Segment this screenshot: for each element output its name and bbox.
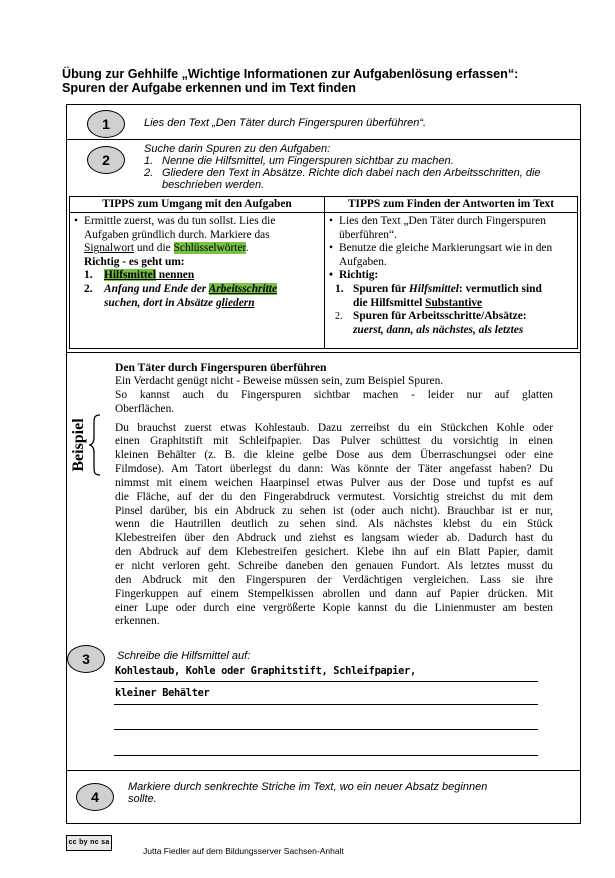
divider	[66, 352, 581, 353]
tips-left-richtig: Richtig - es geht um:	[84, 255, 185, 268]
text-fragment: Hilfsmittel	[408, 282, 459, 295]
text-fragment: .	[245, 242, 249, 255]
step1-instruction: Lies den Text „Den Täter durch Fingerspuren überführen“.	[144, 117, 427, 129]
example-body-line: nimmst mit einem weichen Haarpinsel etwas Pulver aus der Dose und tupfst es auf	[115, 476, 553, 489]
step3-number-badge: 3	[67, 645, 105, 673]
step2-item1-num: 1.	[144, 155, 154, 167]
arbeitsschritte-highlight: Arbeitsschritte	[208, 282, 278, 295]
example-body-line: kleinen Behälter (z. B. die kleine gelbe Dose aus dem Überraschungsei oder eine	[115, 449, 553, 462]
text-fragment: suchen, dort in Absätze	[104, 296, 216, 309]
step3-answer-line1: Kohlestaub, Kohle oder Graphitstift, Schleifpapier,	[115, 665, 416, 677]
cc-license-badge: cc by nc sa	[66, 835, 112, 851]
tips-right-richtig-label: Richtig:	[339, 269, 379, 282]
text-fragment: Anfang und Ende der	[104, 282, 209, 295]
tips-left-bullet	[74, 215, 322, 256]
step1-number-badge: 1	[87, 110, 125, 138]
step2-item2-cont: beschrieben werden.	[162, 179, 265, 191]
example-body-line: wenn die Hautrillen deutlich zu sehen sind. Als nächstes klebst du ein Stück	[115, 518, 553, 531]
tips-right-item2	[329, 310, 575, 337]
bullet-icon: •	[74, 215, 78, 227]
tips-right-line: Aufgaben.	[339, 255, 387, 268]
page-title	[62, 67, 582, 95]
tips-right-line: überführen“.	[339, 228, 397, 241]
example-text	[115, 361, 553, 629]
divider	[66, 139, 581, 140]
example-body-line: Pinsel darüber, bis ein Abdruck zu sehen ist (oder auch nicht). Brauchbar ist er nur,	[115, 504, 553, 517]
beispiel-side-label	[68, 416, 90, 472]
divider	[66, 770, 581, 771]
tips-right-richtig	[329, 269, 575, 283]
tips-table	[69, 196, 578, 349]
tips-left-item2	[74, 283, 322, 310]
tips-left-line: Ermittle zuerst, was du tun sollst. Lies die	[84, 215, 276, 227]
bullet-icon: •	[329, 215, 333, 227]
substantive-text: Substantive	[425, 296, 483, 309]
step2-intro: Suche darin Spuren zu den Aufgaben:	[144, 143, 331, 155]
tips-left-line: Aufgaben gründlich durch. Markiere das	[84, 228, 270, 241]
example-body-line: einen Graphitstift mit Schleifpapier. Das Pulver schüttest du vorsichtig in einen	[115, 435, 553, 448]
text-fragment: zuerst, dann, als nächstes, als letztes	[353, 323, 524, 336]
step2-number-badge: 2	[87, 146, 125, 174]
tips-right-cell	[329, 215, 575, 337]
example-body-line: erkennen.	[115, 615, 160, 628]
step2-instruction	[144, 143, 574, 191]
step2-item1	[144, 155, 574, 167]
item-num: 1.	[84, 269, 93, 282]
example-body-line: den Abdruck auf dem Klebestreifen gesichert. Klebe ihn auf ein Blatt Papier, damit	[115, 546, 553, 559]
bullet-icon: •	[329, 242, 333, 255]
step4-instruction	[128, 781, 487, 805]
gliedern-text: gliedern	[215, 296, 255, 309]
tips-right-item1	[329, 283, 575, 310]
tips-right-line: Benutze die gleiche Markierungsart wie in den	[339, 242, 553, 255]
example-para1-line: So kannst auch du Fingerspuren sichtbar machen - leider nur auf glatten	[115, 388, 553, 401]
step4-line: Markiere durch senkrechte Striche im Text, wo ein neuer Absatz beginnen	[128, 781, 488, 793]
tips-left-line	[84, 242, 275, 256]
tips-left-header: TIPPS zum Umgang mit den Aufgaben	[102, 198, 292, 210]
example-body-line: Fingerkuppen auf einem Stempelkissen abrollen und dann auf Papier drücken. Mit	[115, 587, 553, 600]
nennen-text: nennen	[155, 269, 195, 282]
example-body-line: einer Lupe oder durch eine vergrößerte Kopie kannst du die Linienmuster am besten	[115, 601, 553, 614]
hilfsmittel-highlight: Hilfsmittel	[104, 269, 156, 282]
example-para1-line: Oberflächen.	[115, 402, 175, 415]
example-body-line: er nicht verloren geht. Schreibe daneben den genauen Fundort. Als letztes musst du	[115, 559, 553, 572]
example-body-line: Filmdose). Am Tatort überlegst du dann: Was könnte der Täter angefasst haben? Du	[115, 463, 553, 476]
item-num: 2.	[335, 311, 343, 323]
answer-rule	[114, 755, 538, 756]
text-fragment: : vermutlich sind	[458, 282, 542, 295]
example-body-line: Klebestreifen über den Abdruck und ziehst es langsam wieder ab. Dadurch hast du	[115, 532, 553, 545]
example-heading: Den Täter durch Fingerspuren überführen	[115, 361, 327, 374]
example-body	[115, 422, 553, 630]
example-para1-line: Ein Verdacht genügt nicht - Beweise müssen sein, zum Beispiel Spuren.	[115, 375, 444, 387]
step2-item2-num: 2.	[144, 167, 154, 179]
tips-right-bullet1	[329, 215, 575, 242]
step3-prompt: Schreibe die Hilfsmittel auf:	[117, 650, 251, 662]
example-body-line: die Fläche, auf der du den Fingerabdruck vermutest. Vorsichtig streichst du mit dem	[115, 490, 553, 503]
tips-column-divider	[324, 197, 325, 348]
step2-item1-text: Nenne die Hilfsmittel, um Fingerspuren sichtbar zu machen.	[162, 155, 454, 167]
text-fragment: Spuren für Arbeitsschritte/Absätze:	[353, 310, 527, 323]
step2-item2-text: Gliedere den Text in Absätze. Richte dich dabei nach den Arbeitsschritten, die	[162, 167, 541, 179]
tips-header-divider	[70, 212, 577, 213]
footer-credit: Jutta Fiedler auf dem Bildungsserver Sachsen-Anhalt	[143, 846, 344, 856]
tips-right-bullet2	[329, 242, 575, 269]
tips-left-cell	[74, 215, 322, 310]
answer-rule	[114, 681, 538, 682]
example-body-line: den Abdruck mit den Fingerspuren der Verdächtigen vergleichen. Lass sie ihre	[115, 573, 553, 586]
step4-number-badge: 4	[76, 783, 114, 811]
beispiel-label-text: Beispiel	[70, 418, 87, 472]
item-num: 2.	[84, 282, 93, 295]
step2-item2	[144, 167, 574, 179]
bullet-icon: •	[329, 269, 333, 282]
page-title-line2: Spuren der Aufgabe erkennen und im Text finden	[62, 81, 356, 95]
tips-right-line: Lies den Text „Den Täter durch Fingerspuren	[339, 215, 546, 227]
step3-answer-line2: kleiner Behälter	[115, 687, 210, 699]
step4-line: sollte.	[128, 793, 157, 805]
text-fragment: Spuren für	[353, 282, 409, 295]
tips-left-item1	[74, 269, 322, 283]
answer-rule	[114, 729, 538, 730]
schluesselwoerter-highlight: Schlüsselwörter	[173, 242, 246, 255]
page-title-line1: Übung zur Gehhilfe „Wichtige Informationen zur Aufgabenlösung erfassen“:	[62, 67, 519, 81]
text-fragment: und die	[134, 242, 174, 255]
answer-rule	[114, 704, 538, 705]
text-fragment: die Hilfsmittel	[353, 296, 426, 309]
tips-right-header: TIPPS zum Finden der Antworten im Text	[347, 198, 555, 210]
example-body-line: Du brauchst zuerst etwas Kohlestaub. Dazu zerreibst du ein Stückchen Kohle oder	[115, 421, 553, 434]
signalwort-text: Signalwort	[84, 242, 134, 255]
curly-brace-icon	[88, 414, 102, 476]
item-num: 1.	[335, 282, 344, 295]
